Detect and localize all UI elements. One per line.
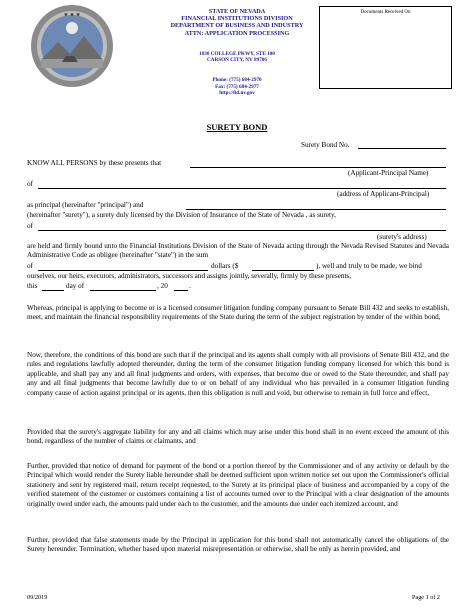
- page-number: Page 1 of 2: [412, 594, 441, 601]
- heading-line: DEPARTMENT OF BUSINESS AND INDUSTRY: [170, 22, 304, 30]
- heading-line: FINANCIAL INSTITUTIONS DIVISION: [181, 15, 293, 23]
- address-line: 1830 COLLEGE PKWY, STE 100: [199, 51, 275, 57]
- address-line: CARSON CITY, NV 89706: [207, 57, 267, 64]
- applicant-address-caption: (address of Applicant-Principal): [337, 190, 430, 198]
- agency-heading: [132, 8, 342, 37]
- this-label: this: [27, 282, 38, 290]
- ourselves-text: ourselves, our heirs, executors, administrators, successors and assigns jointly, severally, firmly by these presents,: [27, 272, 352, 280]
- month-field[interactable]: [90, 290, 156, 291]
- of-label: of: [27, 180, 33, 188]
- agency-contact: [132, 77, 342, 97]
- bond-no-field[interactable]: [358, 148, 446, 149]
- sum-words-field[interactable]: [38, 270, 208, 271]
- surety-name-field[interactable]: [186, 209, 446, 210]
- surety-address-caption: (surety's address): [377, 233, 427, 241]
- notice-of-demand-paragraph: Further, provided that notice of demand for payment of the bond or a portion thereof by the Commissioner and of any activity or default by the Principal which would render the Surety liable hereunder shall be deemed sufficient upon written notice set out upon the Commissioner's official stationery and sent by registered mail, return receipt requested, to the Surety at its principal place of business and accompanied by a copy of the verified statement of the customer or customers containing a list of accounts turned over to the Principal with a clear designation of the amounts originally owed under each, the amounts paid under each to the customer, and the amounts due under each itemized account, and: [27, 462, 449, 508]
- form-title: SURETY BOND: [206, 122, 268, 132]
- heading-line: ATTN: APPLICATION PROCESSING: [184, 29, 290, 37]
- dollars-label: dollars ($: [211, 262, 239, 270]
- agency-address: [132, 51, 342, 64]
- heading-line: STATE OF NEVADA: [208, 8, 266, 15]
- now-therefore-paragraph: Now, therefore, the conditions of this bond are such that if the principal and its agents shall comply with all provisions of Senate Bill 432, and the rules and regulations lawfully adopted thereunder, during the term of the consumer litigation funding company licensed for which this bond is applicable, and shall pay any and all final judgments and orders, with expenses, that become due or owed to the State thereunder, and shall pay any and all final judgments that become lawfully due to or on behalf of any individual who has prevailed in a consumer litigation funding company cause of action against principal or its agents, then this obligation is null and void, but otherwise to remain in full force and effect,: [27, 351, 449, 397]
- year-label: , 20: [157, 282, 168, 290]
- phone: Phone: (775) 684-2970: [212, 77, 262, 83]
- documents-received-box[interactable]: [319, 6, 452, 89]
- false-statements-paragraph: Further, provided that false statements made by the Principal in application for this bond shall not automatically cancel the obligations of the Surety hereunder. Termination, whether based upon material misrepresentation or otherwise, shall be only as herein provided, and: [27, 536, 449, 554]
- website-link[interactable]: http://fid.nv.gov: [219, 90, 255, 97]
- know-all-text: KNOW ALL PERSONS by these presents that: [27, 159, 162, 167]
- applicant-name-field[interactable]: [190, 167, 446, 168]
- surety-address-field[interactable]: [38, 230, 446, 231]
- day-of-label: day of: [66, 282, 85, 290]
- of-label-2: of: [27, 222, 33, 230]
- bound-paragraph: are held and firmly bound unto the Financial Institutions Division of the State of Nevada acting through the Nevada Revised Statutes and Nevada Administrative Code as obligee (hereinafter "state") in the sum: [27, 242, 449, 260]
- whereas-paragraph: Whereas, principal is applying to become or is a licensed consumer litigation funding company pursuant to Senate Bill 432 and seeks to establish, meet, and maintain the financial responsibility requirements of the State during the term of the subject registration by tender of the within bond,: [27, 304, 449, 322]
- surety-license-text: (hereinafter "surety"), a surety duly licensed by the Division of Insurance of the State of Nevada , as surety,: [27, 211, 336, 219]
- principal-and-text: as principal (hereinafter "principal") and: [27, 201, 144, 209]
- documents-received-label: Documents Received On: [360, 10, 411, 15]
- truly-text: ), well and truly to be made, we bind: [316, 262, 422, 270]
- sum-amount-field[interactable]: [252, 270, 314, 271]
- fax: Fax: (775) 684-2977: [215, 83, 259, 90]
- sum-of-label: of: [27, 262, 33, 270]
- nevada-state-seal: [30, 4, 114, 88]
- form-revision-date: 09/2019: [27, 594, 48, 601]
- aggregate-liability-paragraph: Provided that the surety's aggregate liability for any and all claims which may arise under this bond shall in no event exceed the amount of this bond, regardless of the number of claims or claimants, and: [27, 428, 449, 446]
- day-field[interactable]: [42, 290, 64, 291]
- applicant-name-caption: (Applicant-Principal Name): [348, 169, 429, 177]
- period: .: [189, 282, 191, 290]
- svg-text:★ ★ ★: ★ ★ ★: [63, 12, 81, 18]
- year-field[interactable]: [174, 290, 188, 291]
- bond-no-label: Surety Bond No.: [301, 141, 350, 149]
- applicant-address-field[interactable]: [38, 188, 446, 189]
